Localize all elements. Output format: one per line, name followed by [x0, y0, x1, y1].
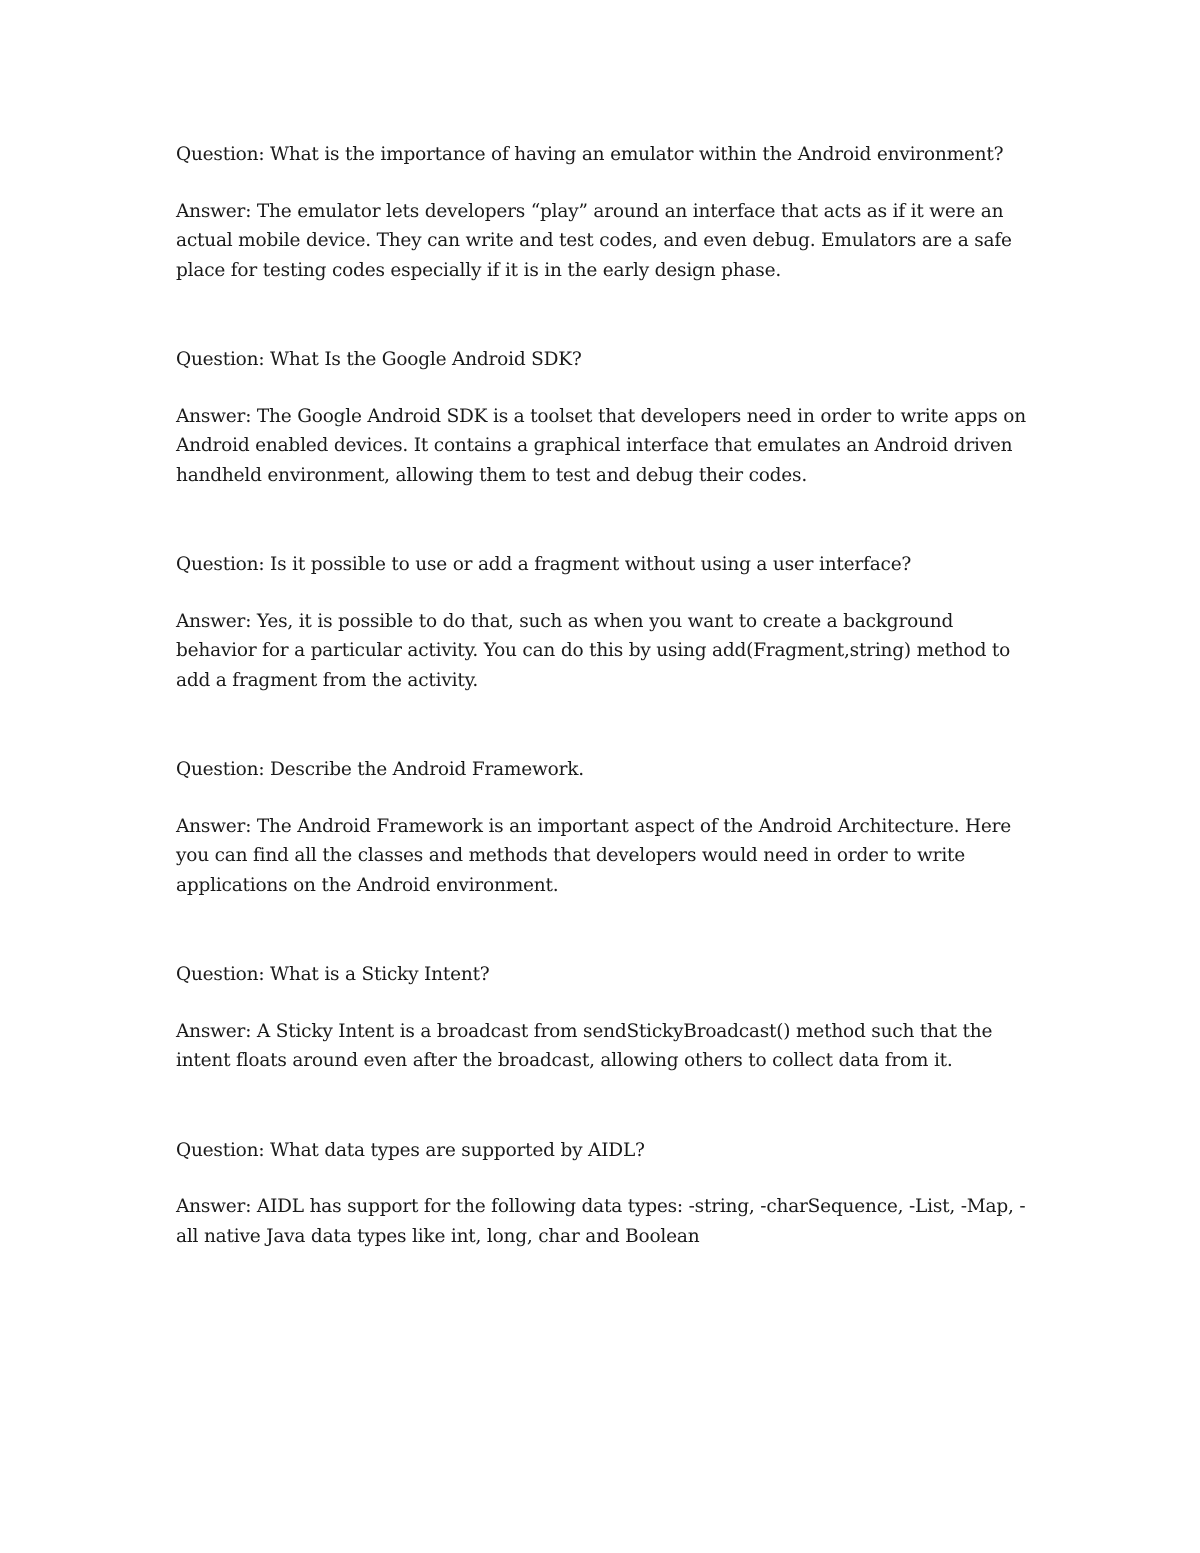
- qa-item: [176, 960, 1036, 1076]
- question-text: Question: Describe the Android Framework.: [176, 759, 584, 780]
- answer-text: Answer: The Android Framework is an important aspect of the Android Architecture. Here you can find all the classes and methods that developers would need in order to write applications on the Android environment.: [176, 815, 1012, 896]
- question-text: Question: What is a Sticky Intent?: [176, 964, 490, 985]
- qa-item: [176, 140, 1036, 285]
- question-text: Question: What is the importance of having an emulator within the Android environment?: [176, 144, 1004, 165]
- answer-text: Answer: The emulator lets developers “play” around an interface that acts as if it were an actual mobile device. They can write and test codes, and even debug. Emulators are a safe place for testing codes especially if it is in the early design phase.: [176, 200, 1012, 281]
- answer-text: Answer: A Sticky Intent is a broadcast from sendStickyBroadcast() method such that the intent floats around even after the broadcast, allowing others to collect data from it.: [176, 1020, 993, 1071]
- answer-text: Answer: Yes, it is possible to do that, such as when you want to create a background behavior for a particular activity. You can do this by using add(Fragment,string) method to add a fragment from the activity.: [176, 610, 1011, 691]
- qa-item: [176, 1136, 1036, 1252]
- question-text: Question: Is it possible to use or add a fragment without using a user interface?: [176, 554, 912, 575]
- qa-item: [176, 755, 1036, 900]
- answer-text: Answer: The Google Android SDK is a toolset that developers need in order to write apps on Android enabled devices. It contains a graphical interface that emulates an Android driven handheld environment, allowing them to test and debug their codes.: [176, 405, 1026, 486]
- qa-item: [176, 345, 1036, 490]
- qa-item: [176, 550, 1036, 695]
- question-text: Question: What data types are supported by AIDL?: [176, 1139, 645, 1161]
- answer-text: Answer: AIDL has support for the following data types: -string, -charSequence, -List, -Map, -all native Java data types like int, long, char and Boolean: [176, 1196, 1026, 1247]
- question-text: Question: What Is the Google Android SDK?: [176, 349, 582, 370]
- qa-list: [176, 140, 1036, 1251]
